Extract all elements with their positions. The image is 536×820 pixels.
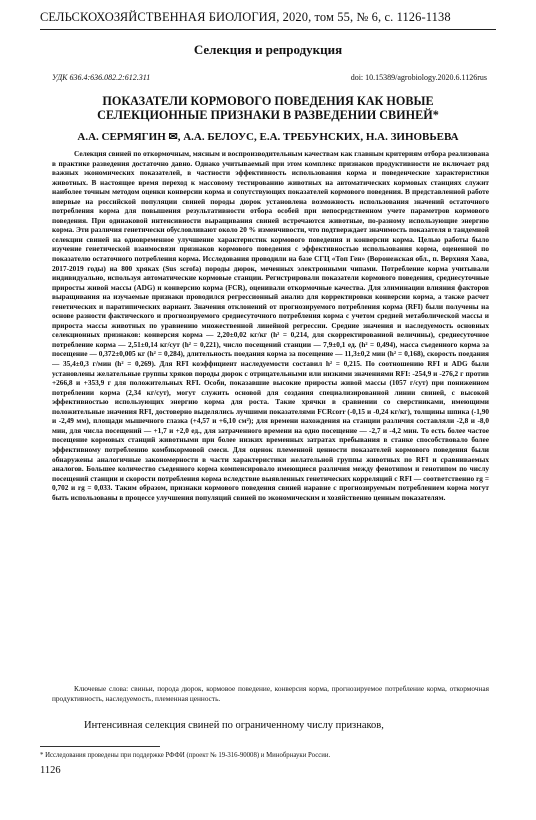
header-rule: [40, 29, 496, 30]
footnote-rule: [40, 746, 160, 747]
section-heading: Селекция и репродукция: [193, 42, 343, 57]
article-authors: А.А. СЕРМЯГИН ✉, А.А. БЕЛОУС, Е.А. ТРЕБУНСКИХ, Н.А. ЗИНОВЬЕВА: [77, 131, 459, 143]
udk-code: УДК 636.4:636.082.2:612.311: [52, 73, 151, 82]
article-abstract: Селекция свиней по откормочным, мясным и воспроизводительным качествам как главным критериям отбора реализована в практике разведения достаточно давно. Однако учитываемый при этом комплекс признаков продуктивности не включает ряд важных экономических показателей, в частности эффективность использования корма и поведенческие характеристики животных. В настоящее время переход к массовому тестированию животных на автоматических кормовых станциях служит наиболее точным методом оценки конверсии корма и сопутствующих показателей кормового поведения. В представленной работе впервые на российской популяции свиней породы дюрок установлена возможность использования значений остаточного потребления корма для повышения результативности отбора особей при непосредственном учете параметров кормового поведения. При одинаковой интенсивности выращивания свиней встречаются животные, по-разному использующие энергию корма. Эти различия генетически обусловливают около 20 % изменчивости, что подтверждает значимость показателя в тандемной селекции свиней на одновременное улучшение характеристик кормового поведения и конверсии корма. Целью работы было изучение генетической взаимосвязи признаков кормового поведения с эффективностью использования корма, оцененной по показателю остаточного потребления корма. Исследования проводили на базе СГЦ «Топ Ген» (Воронежская обл., п. Верхняя Хава, 2017-2019 годы) на 800 хряках (Sus scrofa) породы дюрок, меченных электронными чипами. Потребление корма учитывали индивидуально, используя автоматические кормовые станции. Регистрировали показатели кормового поведения, среднесуточные приросты живой массы (ADG) и конверсию корма (FCR), оценивали откормочные качества. Для элиминации влияния факторов выращивания на изучаемые признаки проводился регрессионный анализ для корректировки конверсии корма, а также расчет генетических и паратипических вариант. Значения отклонений от прогнозируемого потребления корма (RFI) были получены на основе разности фактического и прогнозируемого среднесуточного потребления корма с учетом средней метаболической массы и прироста массы животных по уравнению множественной линейной регрессии. Средние значения и наследуемость основных селекционных признаков: конверсия корма — 2,20±0,02 кг/кг (h² = 0,214, для скорректированной величины), среднесуточное потребление корма — 2,51±0,14 кг/сут (h² = 0,221), число посещений станции — 7,9±0,1 ед. (h² = 0,494), масса съеденного корма за посещение — 0,372±0,005 кг (h² = 0,284), длительность поедания корма за посещение — 11,3±0,2 мин (h² = 0,168), скорость поедания — 35,4±0,3 г/мин (h² = 0,269). Для RFI коэффициент наследуемости составил h² = 0,215. По соотношению RFI и ADG были установлены желательные группы хряков породы дюрок с отрицательными или низкими значениями RFI: -254,9 и -276,2 г против +266,8 и +353,9 г для положительных RFI. Особи, показавшие высокие приросты живой массы (1057 г/сут) при пониженном потреблении корма (2,34 кг/сут), могут служить основой для создания специализированной линии свиней, с высокой эффективностью использующих энергию корма для роста. Такие хрячки в сравнении со сверстниками, имеющими положительные значения RFI, достоверно выделялись лучшими показателями FCRcorr (-0,15 и -0,24 кг/кг), толщины шпика (-1,90 и -2,49 мм), площади мышечного глазка (+4,57 и +6,10 см²); для времени нахождения на станции различия составляли -2,8 и -8,0 мин, для числа посещений — +1,7 и +2,0 ед., для затраченного времени на одно посещение — -2,7 и -4,2 мин. То есть более частое посещение кормовых станций животными при более низких временных затратах пребывания в станке способствовало более эффективному потреблению комбикормовой смеси. Для оценок племенной ценности показателей кормового поведения были обнаружены аналогичные закономерности в части характеристики желательной группы животных по RFI и сравниваемых аналогов. Большее количество съеденного корма компенсировало имеющиеся различия между фенотипом и генотипом по числу посещений станции и скорости потребления корма вследствие выявленных генетических корреляций с RFI — соответственно rg = 0,702 и rg = 0,033. Таким образом, признаки кормового поведения свиней наравне с прогнозируемым потреблением корма могут быть использованы в процессе улучшения популяций свиней по экономическим и хозяйственно ценным показателям.: [52, 149, 489, 502]
body-text-start: Интенсивная селекция свиней по ограниченному числу признаков,: [84, 720, 384, 731]
running-head: СЕЛЬСКОХОЗЯЙСТВЕННАЯ БИОЛОГИЯ, 2020, том 55, № 6, с. 1126-1138: [40, 10, 451, 24]
page-number: 1126: [40, 765, 61, 776]
article-title: ПОКАЗАТЕЛИ КОРМОВОГО ПОВЕДЕНИЯ КАК НОВЫЕ СЕЛЕКЦИОННЫЕ ПРИЗНАКИ В РАЗВЕДЕНИИ СВИНЕЙ*: [97, 94, 439, 122]
doi-link[interactable]: doi: 10.15389/agrobiology.2020.6.1126rus: [350, 73, 487, 82]
article-keywords: Ключевые слова: свиньи, порода дюрок, кормовое поведение, конверсия корма, прогнозируемое потребление корма, откормочная продуктивность, наследуемость, племенная ценность.: [52, 684, 489, 703]
footnote: * Исследования проведены при поддержке РФФИ (проект № 19-316-90008) и Минобрнауки России.: [40, 752, 331, 759]
